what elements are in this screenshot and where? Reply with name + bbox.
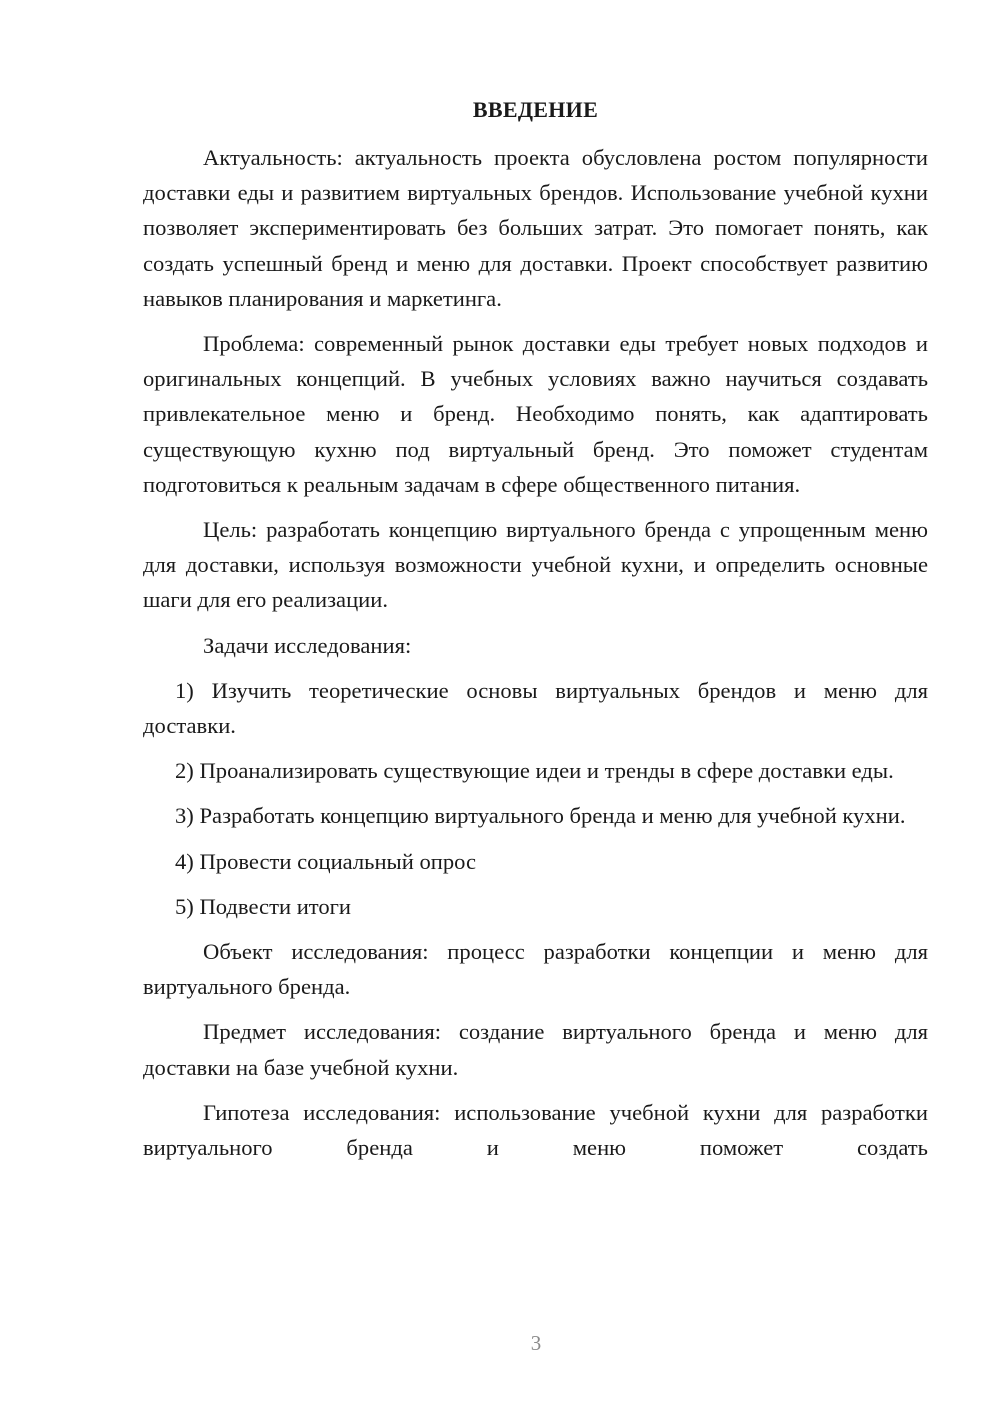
paragraph-problem: Проблема: современный рынок доставки еды требует новых подходов и оригинальных концепций. В учебных условиях важно научиться создавать привлекательное меню и бренд. Необходимо понять, как адаптировать существующую кухню под виртуальный бренд. Это поможет студентам подготовиться к реальным задачам в сфере общественного питания. xyxy=(143,331,928,497)
page-number: 3 xyxy=(530,1331,542,1355)
task-item: 1) Изучить теоретические основы виртуальных брендов и меню для доставки. xyxy=(143,677,928,739)
page-title: ВВЕДЕНИЕ xyxy=(472,97,599,122)
paragraph-subject: Предмет исследования: создание виртуального бренда и меню для доставки на базе учебной кухни. xyxy=(143,1019,928,1080)
paragraph-hypothesis: Гипотеза исследования: использование учебной кухни для разработки виртуального бренда и меню поможет создать xyxy=(143,1099,928,1161)
tasks-heading: Задачи исследования: xyxy=(203,632,412,658)
task-item: 4) Провести социальный опрос xyxy=(175,848,477,874)
document-page xyxy=(143,95,928,1175)
task-item: 3) Разработать концепцию виртуального бренда и меню для учебной кухни. xyxy=(175,803,906,829)
paragraph-relevance: Актуальность: актуальность проекта обусловлена ростом популярности доставки еды и развитием виртуальных брендов. Использование учебной кухни позволяет экспериментировать без больших затрат. Это помогает понять, как создать успешный бренд и меню для доставки. Проект способствует развитию навыков планирования и маркетинга. xyxy=(143,145,928,311)
task-item: 5) Подвести итоги xyxy=(175,893,352,919)
task-item: 2) Проанализировать существующие идеи и тренды в сфере доставки еды. xyxy=(175,758,894,784)
paragraph-object: Объект исследования: процесс разработки концепции и меню для виртуального бренда. xyxy=(143,939,928,1000)
paragraph-goal: Цель: разработать концепцию виртуального бренда с упрощенным меню для доставки, используя возможности учебной кухни, и определить основные шаги для его реализации. xyxy=(143,517,928,613)
